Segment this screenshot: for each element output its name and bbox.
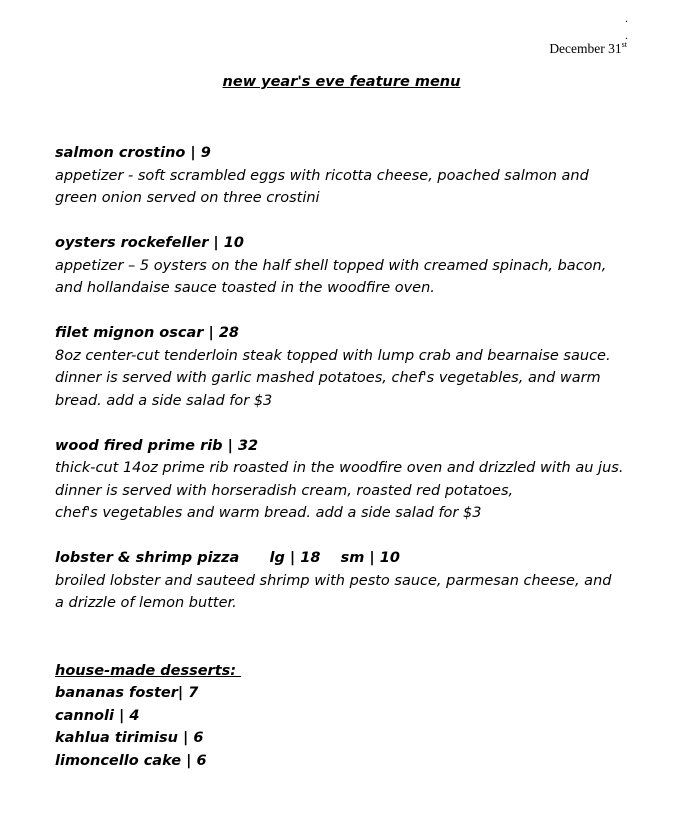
description-line: appetizer - soft scrambled eggs with ricotta cheese, poached salmon and: [55, 167, 589, 184]
menu-item-description: [55, 165, 665, 210]
description-line: dinner is served with horseradish cream, roasted red potatoes,: [55, 482, 514, 499]
menu-content: [55, 142, 665, 772]
dessert-item: cannoli | 4: [55, 707, 140, 724]
menu-item-heading: filet mignon oscar | 28: [55, 325, 240, 341]
menu-item: [55, 142, 665, 210]
menu-item-heading: oysters rockefeller | 10: [55, 235, 244, 251]
description-line: 8oz center-cut tenderloin steak topped with lump crab and bearnaise sauce.: [55, 347, 611, 364]
menu-item-description: [55, 570, 665, 615]
description-line: dinner is served with garlic mashed potatoes, chef's vegetables, and warm: [55, 370, 601, 386]
description-line: green onion served on three crostini: [55, 190, 320, 206]
desserts-heading: house-made desserts:: [55, 662, 242, 679]
description-line: chef's vegetables and warm bread. add a side salad for $3: [55, 505, 482, 521]
dessert-item: bananas foster| 7: [55, 685, 199, 701]
date-text: December 31: [549, 41, 622, 56]
dessert-item: kahlua tirimisu | 6: [55, 730, 204, 746]
menu-item-description: [55, 457, 665, 525]
menu-item-heading: lobster & shrimp pizza lg | 18 sm | 10: [55, 550, 400, 566]
dot-mark: .: [625, 28, 628, 42]
description-line: thick-cut 14oz prime rib roasted in the woodfire oven and drizzled with au jus.: [55, 460, 624, 476]
description-line: bread. add a side salad for $3: [55, 392, 273, 409]
desserts-section: [55, 660, 665, 773]
dot-mark: .: [625, 11, 628, 25]
menu-item: [55, 232, 665, 300]
menu-item-heading: wood fired prime rib | 32: [55, 437, 259, 454]
menu-title: new year's eve feature menu: [222, 74, 461, 90]
description-line: appetizer – 5 oysters on the half shell topped with creamed spinach, bacon,: [55, 257, 607, 274]
menu-item-heading: salmon crostino | 9: [55, 145, 211, 161]
menu-item-description: [55, 255, 665, 300]
menu-item-description: [55, 345, 665, 413]
menu-item: [55, 547, 665, 615]
description-line: a drizzle of lemon butter.: [55, 595, 237, 611]
dessert-item: limoncello cake | 6: [55, 752, 207, 769]
menu-date: [549, 40, 627, 57]
date-suffix: st: [621, 40, 627, 49]
description-line: and hollandaise sauce toasted in the woodfire oven.: [55, 280, 435, 296]
menu-item: [55, 322, 665, 412]
description-line: broiled lobster and sauteed shrimp with pesto sauce, parmesan cheese, and: [55, 572, 612, 589]
menu-item: [55, 435, 665, 525]
